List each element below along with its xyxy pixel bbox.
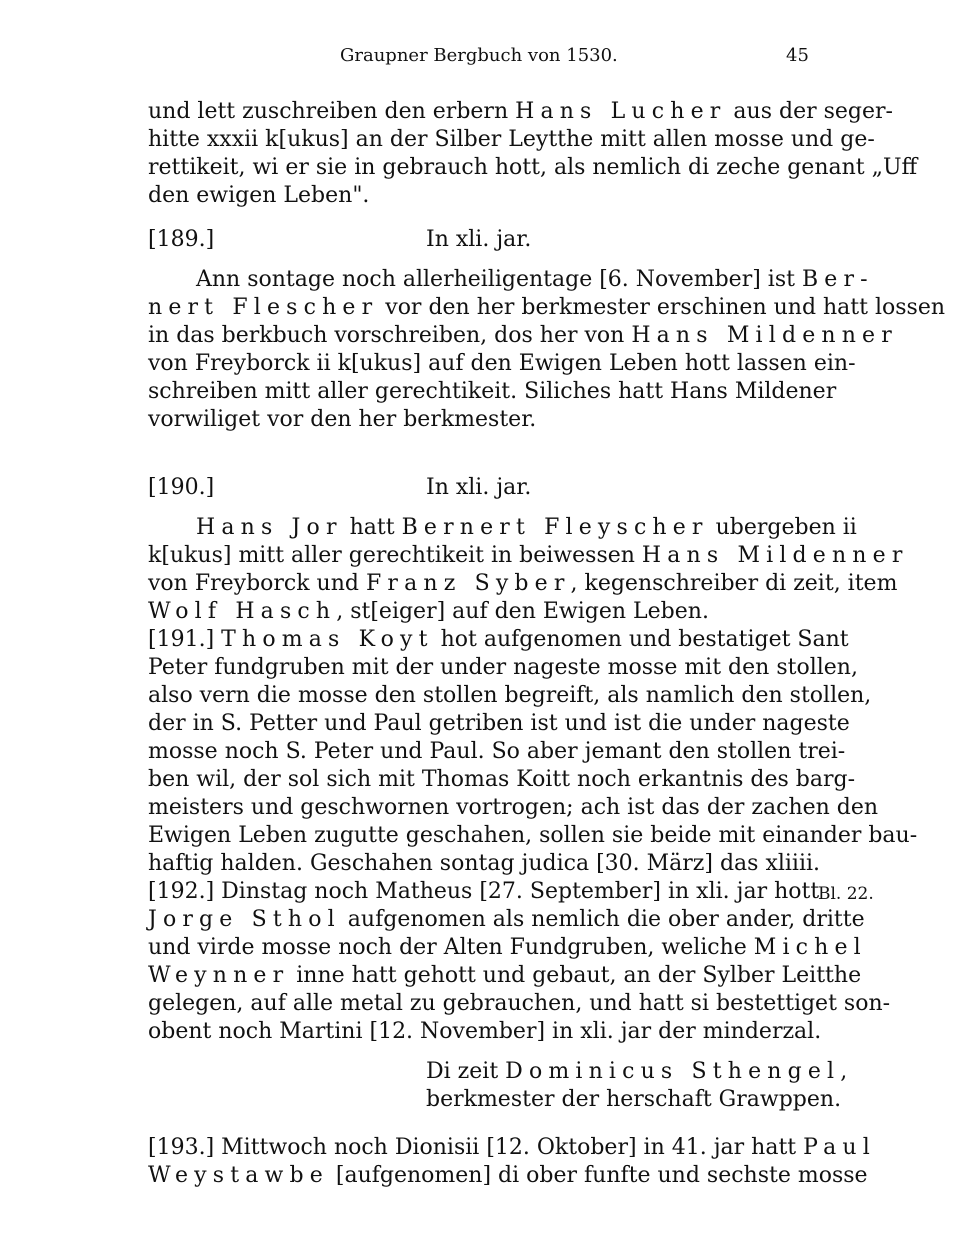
text-line: also vern die mosse den stollen begreift, als namlich den stollen, [148, 683, 872, 708]
person-name: Hans Mildenner [631, 323, 898, 348]
entry-year: In xli. jar. [426, 227, 532, 252]
text-line: vorwiliget vor den her berkmester. [148, 407, 537, 432]
text-line: hitte xxxii k[ukus] an der Silber Leytthe mitt allen mosse und ge- [148, 127, 875, 152]
signature-title: berkmester der herschaft Grawppen. [426, 1087, 842, 1112]
entry-year: In xli. jar. [426, 475, 532, 500]
text-line: der in S. Petter und Paul getriben ist und ist die under nageste [148, 711, 850, 736]
text-line: und lett zuschreiben den erbern Hans Lucher aus der seger- [148, 99, 893, 124]
person-name: Ber- [801, 267, 874, 292]
text-line: nert Flescher vor den her berkmester erschinen und hatt lossen [148, 295, 946, 320]
text-line: [191.] Thomas Koyt hot aufgenomen und bestatiget Sant [148, 627, 849, 652]
text-line: in das berkbuch vorschreiben, dos her von Hans Mildenner [148, 323, 898, 348]
entry-number: [190.] [148, 475, 215, 500]
text-line: Hans Jor hatt Bernert Fleyscher ubergeben ii [196, 515, 857, 540]
text-line: von Freyborck und Franz Syber, kegenschreiber di zeit, item [148, 571, 898, 596]
page-number: 45 [786, 45, 809, 66]
person-name: Bernert Fleyscher [401, 515, 709, 540]
text-line: schreiben mitt aller gerechtikeit. Siliches hatt Hans Mildener [148, 379, 837, 404]
text-line: Jorge Sthol aufgenomen als nemlich die ober ander, dritte [148, 907, 865, 932]
person-name: Michel [753, 935, 867, 960]
person-name: Dominicus Sthengel [505, 1059, 841, 1084]
text-line: Peter fundgruben mit der under nageste mosse mit den stollen, [148, 655, 858, 680]
person-name: Paul [803, 1135, 876, 1160]
person-name: Jorge Sthol [148, 907, 341, 932]
person-name: Weynner [148, 963, 290, 988]
text-line: den ewigen Leben". [148, 183, 370, 208]
person-name: Hans Mildenner [641, 543, 909, 568]
text-line: und virde mosse noch der Alten Fundgruben, weliche Michel [148, 935, 867, 960]
person-name: Franz Syber [365, 571, 571, 596]
person-name: nert Flescher [148, 295, 379, 320]
text-line: ben wil, der sol sich mit Thomas Koitt noch erkantnis des barg- [148, 767, 856, 792]
text-line: Wolf Hasch, st[eiger] auf den Ewigen Leben. [148, 599, 709, 624]
text-line: Ewigen Leben zugutte geschahen, sollen sie beide mit einander bau- [148, 823, 918, 848]
text-line: [192.] Dinstag noch Matheus [27. September] in xli. jar hott [148, 879, 820, 904]
text-line: Weystawbe [aufgenomen] di ober funfte und sechste mosse [148, 1163, 868, 1188]
text-line: [193.] Mittwoch noch Dionisii [12. Oktober] in 41. jar hatt Paul [148, 1135, 876, 1160]
text-line: rettikeit, wi er sie in gebrauch hott, als nemlich di zeche genant „Uff [148, 155, 918, 180]
text-line: gelegen, auf alle metal zu gebrauchen, und hatt si bestettiget son- [148, 991, 891, 1016]
text-line: mosse noch S. Peter und Paul. So aber jemant den stollen trei- [148, 739, 846, 764]
running-title: Graupner Bergbuch von 1530. [340, 45, 618, 66]
text-line: Weynner inne hatt gehott und gebaut, an der Sylber Leitthe [148, 963, 862, 988]
text-line: k[ukus] mitt aller gerechtikeit in beiwessen Hans Mildenner [148, 543, 909, 568]
margin-note: Bl. 22. [818, 884, 874, 904]
entry-number: [189.] [148, 227, 215, 252]
text-line: haftig halden. Geschahen sontag judica [30. März] das xliiii. [148, 851, 821, 876]
text-line: von Freyborck ii k[ukus] auf den Ewigen Leben hott lassen ein- [148, 351, 856, 376]
text-line: Ann sontage noch allerheiligentage [6. November] ist Ber- [196, 267, 874, 292]
signature-line: Di zeit Dominicus Sthengel, [426, 1059, 848, 1084]
text-line: meisters und geschwornen vortrogen; ach ist das der zachen den [148, 795, 879, 820]
person-name: Weystawbe [148, 1163, 329, 1188]
person-name: Thomas Koyt [221, 627, 434, 652]
person-name: Hans Jor [196, 515, 343, 540]
person-name: Hans Lucher [515, 99, 727, 124]
text-line: obent noch Martini [12. November] in xli. jar der minderzal. [148, 1019, 822, 1044]
person-name: Wolf Hasch [148, 599, 337, 624]
